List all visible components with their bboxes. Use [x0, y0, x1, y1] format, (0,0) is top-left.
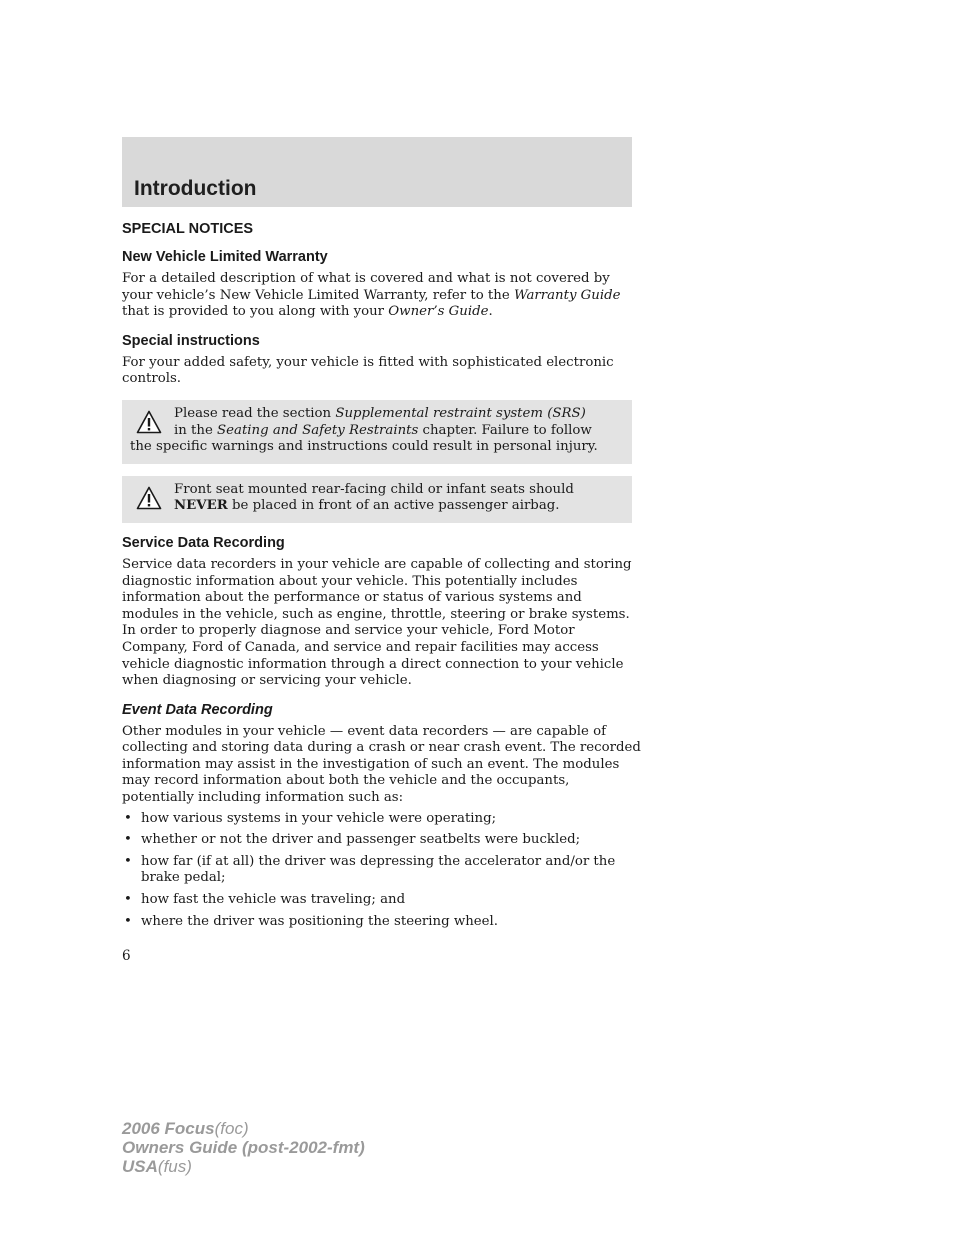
- srs-warning-line-3: the specific warnings and instructions could result in personal injury.: [130, 439, 598, 455]
- child-seat-warning-box: [122, 476, 632, 523]
- special-notices-heading: SPECIAL NOTICES: [122, 221, 254, 237]
- footer-line-1: 2006 Focus(foc): [122, 1119, 249, 1138]
- chapter-header: [122, 137, 632, 207]
- list-item: • how various systems in your vehicle were operating;: [124, 810, 497, 826]
- srs-warning-line-1: Please read the section Supplemental restraint system (SRS): [174, 405, 586, 421]
- service-data-paragraph: Service data recorders in your vehicle are capable of collecting and storing diagnostic information about your vehicle. This potentially includes information about the performance or status of various systems and modules in the vehicle, such as engine, throttle, steering or brake systems. In order to properly diagnose and service your vehicle, Ford Motor Company, Ford of Canada, and service and repair facilities may access vehicle diagnostic information through a direct connection to your vehicle when diagnosing or servicing your vehicle.: [122, 556, 632, 689]
- list-item: • whether or not the driver and passenger seatbelts were buckled;: [124, 832, 581, 848]
- list-item: • how fast the vehicle was traveling; and: [124, 892, 406, 908]
- warning-triangle-icon: [136, 486, 162, 510]
- event-data-heading: Event Data Recording: [122, 701, 273, 718]
- warranty-heading: New Vehicle Limited Warranty: [122, 249, 328, 265]
- footer-line-2: Owners Guide (post-2002-fmt): [122, 1138, 365, 1157]
- event-data-bullet-list: [122, 811, 642, 931]
- srs-warning-line-2: in the Seating and Safety Restraints chapter. Failure to follow: [174, 422, 592, 438]
- warranty-paragraph: For a detailed description of what is covered and what is not covered by your vehicle’s New Vehicle Limited Warranty, refer to the Warranty Guide that is provided to you along with your Owner’s Guide.: [122, 271, 621, 320]
- document-footer: [122, 1119, 365, 1176]
- child-seat-warning-line-1: Front seat mounted rear-facing child or infant seats should: [174, 481, 574, 497]
- chapter-title: Introduction: [134, 177, 257, 200]
- page-number: 6: [122, 948, 131, 964]
- child-seat-warning-line-2: NEVER be placed in front of an active passenger airbag.: [174, 498, 560, 514]
- bullet-marker: •: [124, 892, 132, 908]
- bullet-marker: •: [124, 832, 132, 848]
- bullet-marker: •: [124, 913, 132, 929]
- special-instructions-paragraph: For your added safety, your vehicle is fitted with sophisticated electronic controls.: [122, 354, 614, 387]
- srs-warning-box: [122, 400, 632, 464]
- special-instructions-heading: Special instructions: [122, 332, 260, 349]
- bullet-marker: •: [124, 810, 132, 826]
- warning-triangle-icon: [136, 410, 162, 434]
- page-content: [122, 221, 642, 935]
- service-data-heading: Service Data Recording: [122, 534, 285, 551]
- list-item: • where the driver was positioning the steering wheel.: [124, 913, 499, 929]
- list-item: • how far (if at all) the driver was depressing the accelerator and/or the brake pedal;: [124, 853, 616, 886]
- footer-line-3: USA(fus): [122, 1157, 192, 1176]
- event-data-paragraph: Other modules in your vehicle — event data recorders — are capable of collecting and storing data during a crash or near crash event. The recorded information may assist in the investigation of such an event. The modules may record information about both the vehicle and the occupants, potentially including information such as:: [122, 723, 641, 806]
- bullet-marker: •: [124, 853, 132, 869]
